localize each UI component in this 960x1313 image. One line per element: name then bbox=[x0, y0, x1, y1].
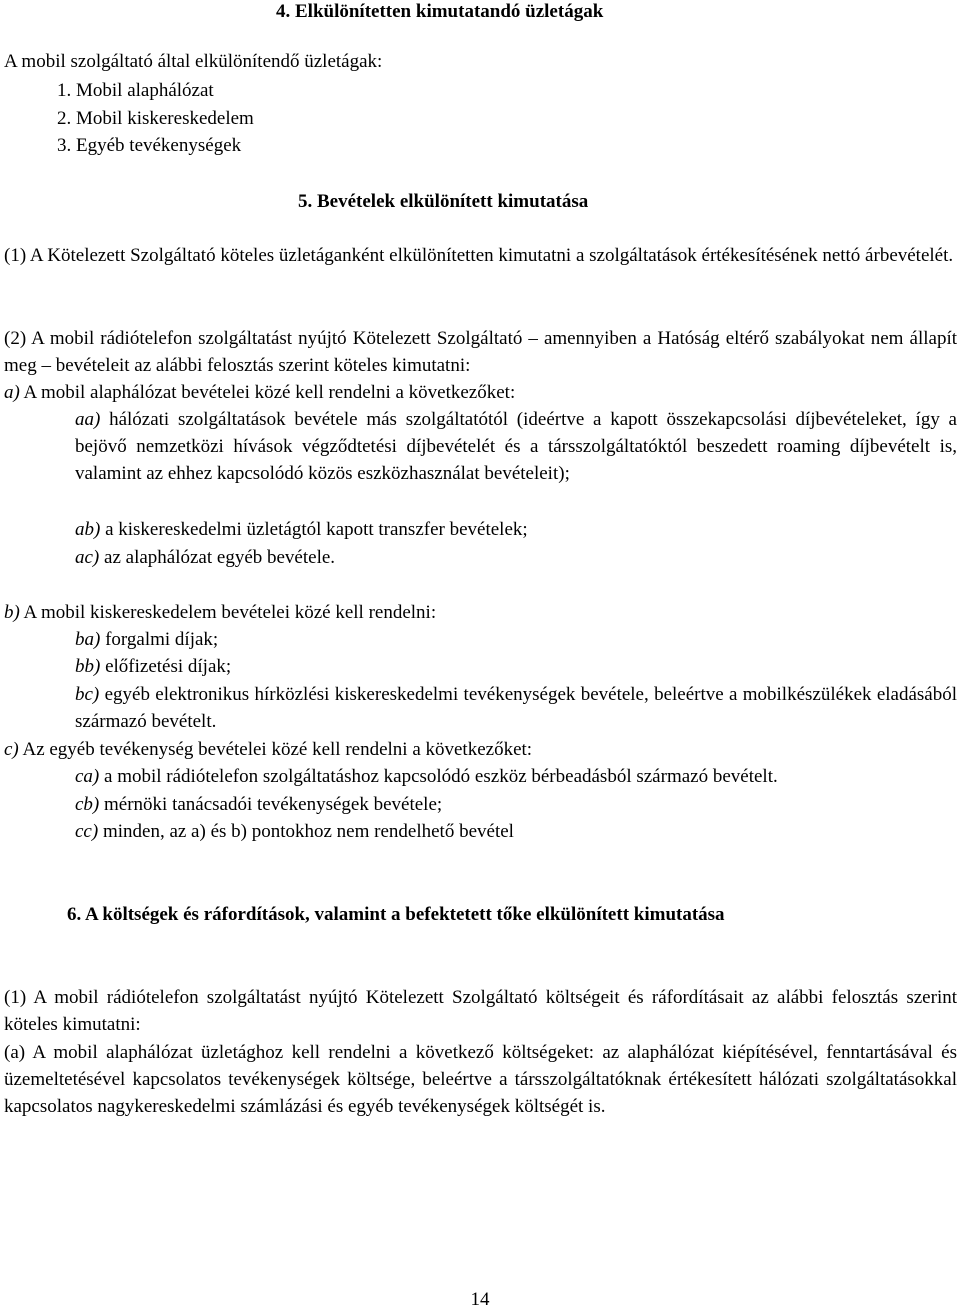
item-ac bbox=[75, 544, 335, 571]
item-c bbox=[4, 736, 532, 763]
item-bc-label: bc) bbox=[75, 684, 100, 705]
list-item: 2. Mobil kiskereskedelem bbox=[57, 108, 254, 129]
item-bc bbox=[75, 681, 957, 735]
item-ab-text: a kiskereskedelmi üzletágtól kapott transzfer bevételek; bbox=[100, 519, 528, 540]
section-5-paragraph-1: (1) A Kötelezett Szolgáltató köteles üzletáganként elkülönítetten kimutatni a szolgáltatások értékesítésének nettó árbevételét. bbox=[4, 245, 954, 266]
item-a-text: A mobil alaphálózat bevételei közé kell rendelni a következőket: bbox=[19, 382, 516, 403]
item-ca-label: ca) bbox=[75, 766, 100, 787]
item-bb-label: bb) bbox=[75, 656, 101, 677]
item-ab-label: ab) bbox=[75, 519, 101, 540]
item-ca-text: a mobil rádiótelefon szolgáltatáshoz kapcsolódó eszköz bérbeadásból származó bevételt. bbox=[99, 766, 778, 787]
section-4-title: 4. Elkülönítetten kimutatandó üzletágak bbox=[276, 1, 604, 22]
item-cb-label: cb) bbox=[75, 794, 100, 815]
item-a bbox=[4, 379, 515, 406]
item-bb bbox=[75, 653, 231, 680]
item-cc bbox=[75, 818, 514, 845]
item-cc-label: cc) bbox=[75, 821, 99, 842]
section-5-paragraph-2: (2) A mobil rádiótelefon szolgáltatást nyújtó Kötelezett Szolgáltató – amennyiben a Hatóság eltérő szabályokat nem állapít meg – bevételeit az alábbi felosztás szerint köteles kimutatni: bbox=[4, 328, 957, 376]
item-bc-text: egyéb elektronikus hírközlési kiskereskedelmi tevékenységek bevétele, beleértve a mobilkészülékek eladásából származó bevételt. bbox=[75, 684, 957, 732]
item-ba-text: forgalmi díjak; bbox=[100, 629, 219, 650]
item-cc-text: minden, az a) és b) pontokhoz nem rendelhető bevétel bbox=[98, 821, 514, 842]
page-number: 14 bbox=[470, 1289, 490, 1310]
item-ca bbox=[75, 763, 778, 790]
item-cb-text: mérnöki tanácsadói tevékenységek bevétele; bbox=[99, 794, 443, 815]
item-c-label: c) bbox=[4, 739, 19, 760]
item-ab bbox=[75, 516, 528, 543]
list-item: 3. Egyéb tevékenységek bbox=[57, 135, 242, 156]
item-b bbox=[4, 599, 436, 626]
item-aa-text: hálózati szolgáltatások bevétele más szolgáltatótól (ideértve a kapott összekapcsolási díjbevételeket, így a bejövő nemzetközi hívások végződtetési díjbevételét és a társszolgáltatóktól beszedett roaming díjbevételt is, valamint az ehhez kapcsolódó közös eszközhasználat bevételeit); bbox=[75, 409, 957, 484]
item-cb bbox=[75, 791, 442, 818]
item-a-label: a) bbox=[4, 382, 20, 403]
item-ba bbox=[75, 626, 218, 653]
item-aa-label: aa) bbox=[75, 409, 101, 430]
section-6-title: 6. A költségek és ráfordítások, valamint a befektetett tőke elkülönített kimutatása bbox=[67, 904, 725, 925]
item-ba-label: ba) bbox=[75, 629, 101, 650]
section-4-intro: A mobil szolgáltató által elkülönítendő üzletágak: bbox=[4, 51, 383, 72]
section-6-paragraph-2: (a) A mobil alaphálózat üzletághoz kell rendelni a következő költségeket: az alaphálózat kiépítésével, fenntartásával és üzemeltetésével kapcsolatos tevékenységek költsége, beleértve a társszolgáltatóknak értékesített hálózati szolgáltatásokkal kapcsolatos nagykereskedelmi számlázási és egyéb tevékenységek költségét is. bbox=[4, 1042, 957, 1117]
item-ac-label: ac) bbox=[75, 547, 100, 568]
item-c-text: Az egyéb tevékenység bevételei közé kell rendelni a következőket: bbox=[18, 739, 533, 760]
list-item: 1. Mobil alaphálózat bbox=[57, 80, 214, 101]
item-aa bbox=[75, 406, 957, 487]
section-6-paragraph-1: (1) A mobil rádiótelefon szolgáltatást nyújtó Kötelezett Szolgáltató költségeit és ráfordításait az alábbi felosztás szerint köteles kimutatni: bbox=[4, 987, 957, 1035]
section-5-title: 5. Bevételek elkülönített kimutatása bbox=[298, 191, 589, 212]
item-b-label: b) bbox=[4, 602, 20, 623]
item-ac-text: az alaphálózat egyéb bevétele. bbox=[99, 547, 336, 568]
item-bb-text: előfizetési díjak; bbox=[100, 656, 232, 677]
item-b-text: A mobil kiskereskedelem bevételei közé kell rendelni: bbox=[19, 602, 437, 623]
